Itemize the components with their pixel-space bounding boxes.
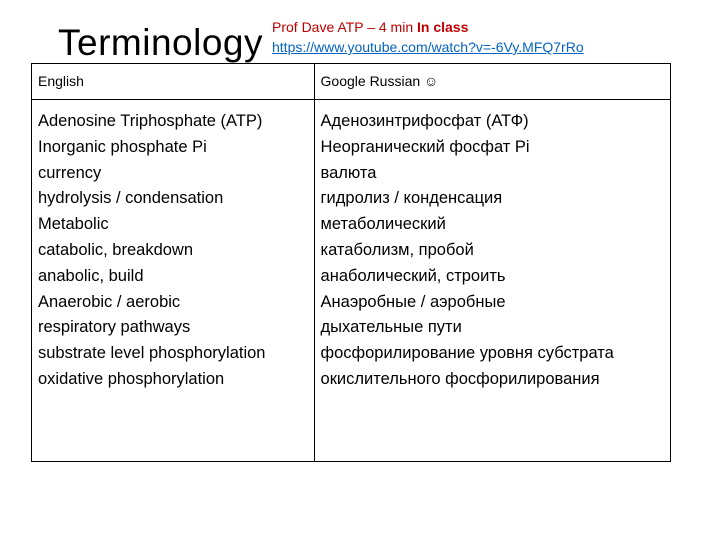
russian-terms-cell bbox=[314, 100, 670, 462]
in-class-label: In class bbox=[417, 19, 469, 35]
english-term: substrate level phosphorylation bbox=[38, 344, 266, 363]
russian-term: валюта bbox=[320, 163, 377, 182]
page-title: Terminology bbox=[58, 22, 263, 63]
video-note bbox=[272, 17, 584, 37]
russian-term: метаболический bbox=[320, 215, 446, 234]
video-link[interactable]: https://www.youtube.com/watch?v=-6Vy.MFQ7rRo bbox=[272, 39, 584, 55]
english-term: anabolic, build bbox=[38, 266, 144, 285]
english-term: currency bbox=[38, 163, 102, 182]
table-header-row bbox=[32, 64, 671, 100]
english-term: Metabolic bbox=[38, 215, 109, 234]
russian-term: Аденозинтрифосфат (АТФ) bbox=[320, 112, 529, 130]
russian-term: анаболический, строить bbox=[320, 266, 506, 285]
english-term: Anaerobic / aerobic bbox=[38, 292, 181, 311]
english-term: hydrolysis / condensation bbox=[38, 189, 224, 208]
english-term: catabolic, breakdown bbox=[38, 240, 194, 259]
russian-term: окислительного фосфорилирования bbox=[320, 369, 600, 388]
header-russian: Google Russian ☺ bbox=[314, 64, 670, 100]
english-terms-cell bbox=[32, 100, 315, 462]
table-row bbox=[32, 100, 671, 462]
header-english: English bbox=[32, 64, 315, 100]
english-term: Inorganic phosphate Pi bbox=[38, 137, 207, 156]
russian-term: Неорганический фосфат Pi bbox=[320, 137, 530, 156]
video-note-text: Prof Dave ATP – 4 min bbox=[272, 19, 414, 35]
english-term: respiratory pathways bbox=[38, 318, 191, 337]
russian-term: гидролиз / конденсация bbox=[320, 189, 503, 208]
russian-term: фосфорилирование уровня субстрата bbox=[320, 344, 614, 363]
video-reference bbox=[272, 17, 584, 57]
russian-term: катаболизм, пробой bbox=[320, 240, 474, 259]
english-term: oxidative phosphorylation bbox=[38, 369, 225, 388]
english-term: Adenosine Triphosphate (ATP) bbox=[38, 112, 263, 130]
terminology-table bbox=[31, 63, 671, 462]
russian-term: дыхательные пути bbox=[320, 318, 462, 337]
russian-term: Анаэробные / аэробные bbox=[320, 292, 506, 311]
